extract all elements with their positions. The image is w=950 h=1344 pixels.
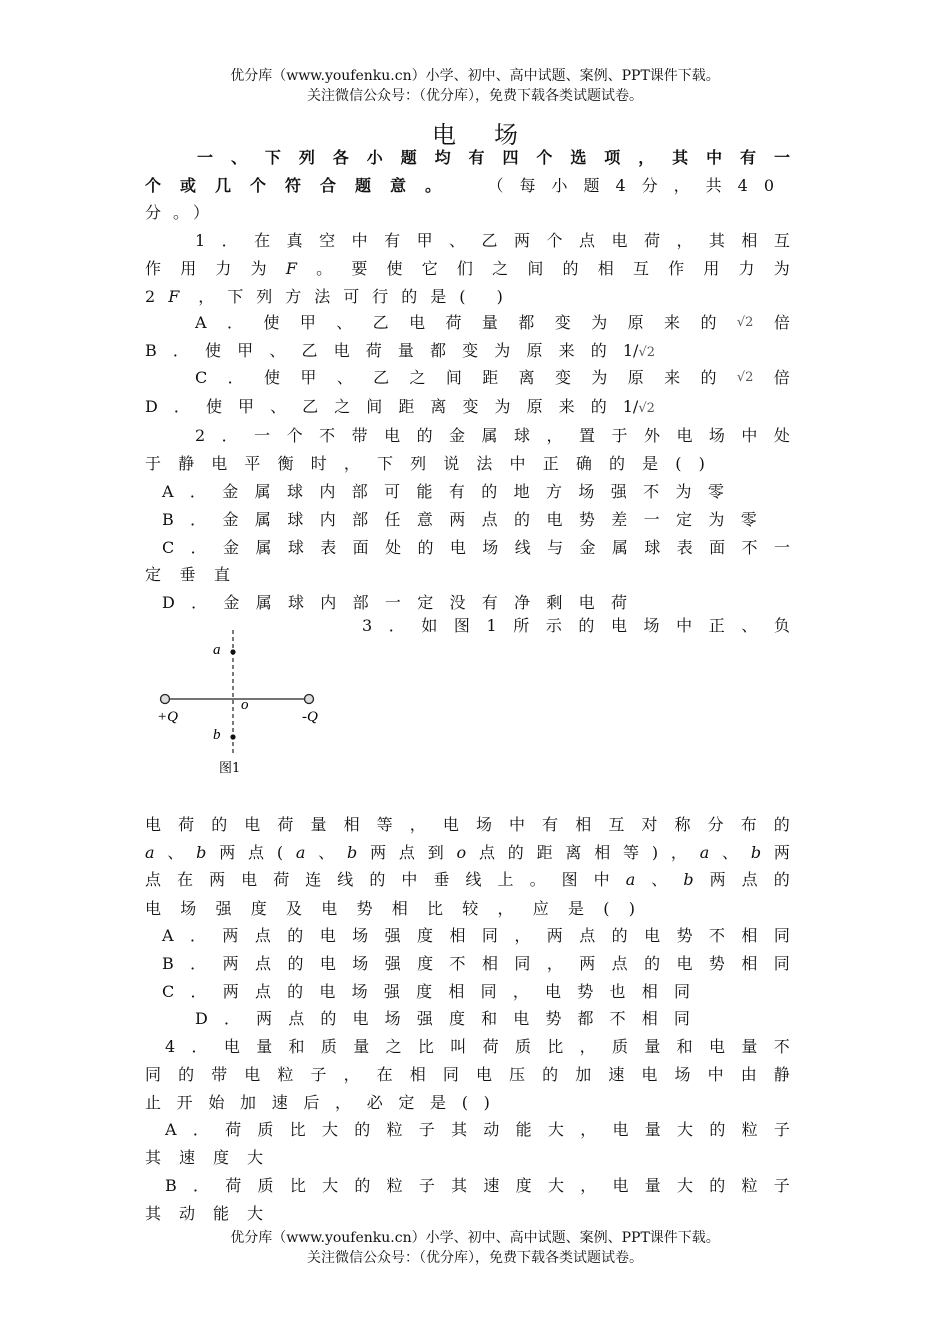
label-plus-q: +Q bbox=[157, 709, 178, 725]
section-heading-line-3: 分。） bbox=[145, 203, 222, 222]
figure-caption: 图1 bbox=[219, 761, 241, 776]
q1-option-d: D ． 使 甲 、 乙 之 间 距 离 变 为 原 来 的 1/√2 bbox=[145, 396, 655, 418]
q1-option-b: B ． 使 甲 、 乙 电 荷 量 都 变 为 原 来 的 1/√2 bbox=[145, 340, 655, 362]
label-b: b bbox=[213, 727, 221, 743]
section-heading-line-2 bbox=[145, 175, 790, 197]
point-a bbox=[230, 649, 235, 654]
q1-line-3 bbox=[145, 286, 516, 308]
q1-option-c: C ． 使 甲 、 乙 之 间 距 离 变 为 原 来 的 √2 倍 bbox=[195, 368, 790, 387]
sqrt-two-symbol: √2 bbox=[736, 315, 754, 330]
q1-option-a: A ． 使 甲 、 乙 电 荷 量 都 变 为 原 来 的 √2 倍 bbox=[195, 313, 790, 332]
section-heading-bold: 个或几个符合题意。 bbox=[145, 176, 461, 195]
q3-option-c: C ． 两 点 的 电 场 强 度 相 同 ， 电 势 也 相 同 bbox=[162, 982, 690, 1001]
q2-option-d: D ． 金 属 球 内 部 一 定 没 有 净 剩 电 荷 bbox=[162, 593, 627, 612]
q2-option-c-line-1: C ． 金 属 球 表 面 处 的 电 场 线 与 金 属 球 表 面 不 一 bbox=[162, 538, 790, 557]
sqrt-two-symbol-4: √2 bbox=[638, 401, 655, 416]
q4-option-b-line-2: 其 动 能 大 bbox=[145, 1204, 263, 1223]
q4-line-3: 止 开 始 加 速 后 ， 必 定 是 ( ) bbox=[145, 1093, 490, 1112]
label-a: a bbox=[213, 642, 221, 658]
q3-line-3: a 、 b 两 点 ( a 、 b 两 点 到 o 点 的 距 离 相 等 ) ， a 、 b 两 bbox=[145, 843, 790, 862]
section-heading-line-1: 一 、 下 列 各 小 题 均 有 四 个 选 项 ， 其 中 有 一 bbox=[197, 148, 790, 167]
q1-line-3-text: ，下列方法可行的是( ) bbox=[198, 287, 516, 306]
section-heading-note: （每小题4分，共40 bbox=[487, 176, 790, 195]
q2-option-c-line-2: 定 垂 直 bbox=[145, 565, 230, 584]
q3-line-4: 点 在 两 电 荷 连 线 的 中 垂 线 上 。 图 中 a 、 b 两 点 的 bbox=[145, 870, 790, 889]
header-line-1: 优分库（www.youfenku.cn）小学、初中、高中试题、案例、PPT课件下载。 bbox=[230, 68, 720, 84]
figure-1-electric-field bbox=[145, 630, 345, 780]
q1-option-b-inverse: 1/ bbox=[622, 341, 639, 360]
q3-line-1: 3 ． 如 图 1 所 示 的 电 场 中 正 、 负 bbox=[362, 616, 790, 635]
q4-line-2: 同 的 带 电 粒 子 ， 在 相 同 电 压 的 加 速 电 场 中 由 静 bbox=[145, 1065, 790, 1084]
q4-option-a-line-1: A ． 荷 质 比 大 的 粒 子 其 动 能 大 ， 电 量 大 的 粒 子 bbox=[165, 1120, 790, 1139]
q3-option-a: A ． 两 点 的 电 场 强 度 相 同 ， 两 点 的 电 势 不 相 同 bbox=[162, 926, 790, 945]
q2-line-2: 于 静 电 平 衡 时 ， 下 列 说 法 中 正 确 的 是 ( ) bbox=[145, 454, 705, 473]
q1-option-d-inverse: 1/ bbox=[622, 397, 639, 416]
q1-line-3-two: 2 bbox=[145, 287, 169, 306]
q4-line-1: 4 ． 电 量 和 质 量 之 比 叫 荷 质 比 ， 质 量 和 电 量 不 bbox=[165, 1037, 790, 1056]
q1-force-symbol-2: F bbox=[168, 287, 193, 306]
footer-line-2: 关注微信公众号：（优分库），免费下载各类试题试卷。 bbox=[307, 1250, 643, 1266]
q1-option-a-bei: 倍 bbox=[773, 313, 790, 332]
label-minus-q: -Q bbox=[302, 709, 318, 725]
q2-option-a: A ． 金 属 球 内 部 可 能 有 的 地 方 场 强 不 为 零 bbox=[162, 482, 724, 501]
point-b bbox=[230, 734, 235, 739]
q4-option-a-line-2: 其 速 度 大 bbox=[145, 1148, 263, 1167]
page-title: 电场 bbox=[432, 121, 556, 149]
q1-force-symbol: F bbox=[285, 259, 297, 278]
header-line-2: 关注微信公众号：（优分库），免费下载各类试题试卷。 bbox=[307, 88, 643, 104]
q1-line-1: 1 ． 在 真 空 中 有 甲 、 乙 两 个 点 电 荷 ， 其 相 互 bbox=[195, 231, 790, 250]
q1-line-2: 作 用 力 为 F 。 要 使 它 们 之 间 的 相 互 作 用 力 为 bbox=[145, 259, 790, 278]
label-o: o bbox=[241, 697, 249, 713]
q3-line-5: 电 场 强 度 及 电 势 相 比 较 ， 应 是 ( ) bbox=[145, 899, 635, 918]
q2-line-1: 2 ． 一 个 不 带 电 的 金 属 球 ， 置 于 外 电 场 中 处 bbox=[195, 426, 790, 445]
positive-charge bbox=[161, 695, 170, 704]
q3-option-d: D ． 两 点 的 电 场 强 度 和 电 势 都 不 相 同 bbox=[195, 1009, 690, 1028]
footer-line-1: 优分库（www.youfenku.cn）小学、初中、高中试题、案例、PPT课件下载。 bbox=[230, 1230, 720, 1246]
q3-line-2: 电 荷 的 电 荷 量 相 等 ， 电 场 中 有 相 互 对 称 分 布 的 bbox=[145, 815, 790, 834]
q4-option-b-line-1: B ． 荷 质 比 大 的 粒 子 其 速 度 大 ， 电 量 大 的 粒 子 bbox=[165, 1176, 790, 1195]
q2-option-b: B ． 金 属 球 内 部 任 意 两 点 的 电 势 差 一 定 为 零 bbox=[162, 510, 757, 529]
sqrt-two-symbol-2: √2 bbox=[638, 345, 655, 360]
q1-option-c-bei: 倍 bbox=[773, 368, 790, 387]
negative-charge bbox=[305, 695, 314, 704]
q3-option-b: B ． 两 点 的 电 场 强 度 不 相 同 ， 两 点 的 电 势 相 同 bbox=[162, 954, 790, 973]
sqrt-two-symbol-3: √2 bbox=[736, 370, 754, 385]
